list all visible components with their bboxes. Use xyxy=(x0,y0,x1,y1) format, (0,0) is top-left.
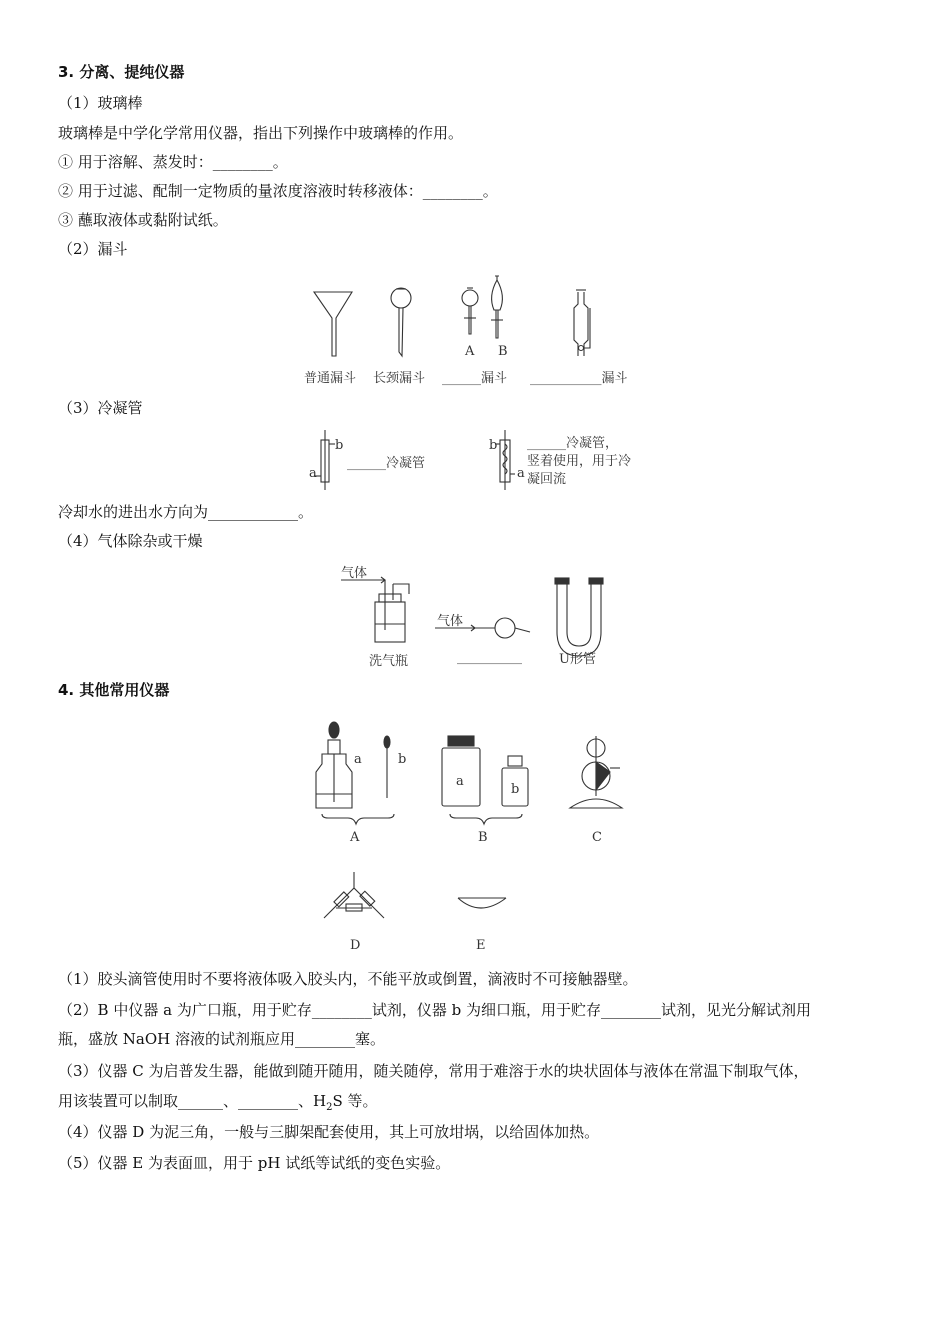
paragraph-1: （1）胶头滴管使用时不要将液体吸入胶头内，不能平放或倒置，滴液时不可接触器壁。 xyxy=(58,970,638,988)
straight-condenser-label: ______冷凝管 xyxy=(347,456,426,471)
wash-bottle-label: 洗气瓶 xyxy=(369,654,409,669)
wash-bottle-gas-label: 气体 xyxy=(341,566,368,581)
funnel-figure xyxy=(300,268,660,388)
section-3-title: 3. 分离、提纯仪器 xyxy=(58,63,185,81)
glass-rod-q3: ③ 蘸取液体或黏附试纸。 xyxy=(58,211,228,229)
figure-label-B: B xyxy=(478,830,488,845)
long-neck-funnel-drawing xyxy=(391,288,411,356)
funnel-label-a: A xyxy=(465,344,475,359)
u-tube-drawing xyxy=(555,578,603,656)
straight-condenser-b: b xyxy=(335,438,344,453)
reflux-condenser-label-3: 凝回流 xyxy=(527,472,567,487)
reflux-condenser-label-2: 竖着使用，用于冷 xyxy=(527,454,632,469)
other-instruments-figure xyxy=(300,712,640,958)
paragraph-5: （5）仪器 E 为表面皿，用于 pH 试纸等试纸的变色实验。 xyxy=(58,1154,451,1172)
glass-rod-q2: ② 用于过滤、配制一定物质的量浓度溶液时转移液体：________。 xyxy=(58,182,498,200)
drying-tube-gas-label: 气体 xyxy=(437,614,464,629)
narrow-mouth-bottle-label-b: b xyxy=(511,782,520,797)
u-tube-label: U形管 xyxy=(559,652,596,667)
section-4-title: 4. 其他常用仪器 xyxy=(58,681,170,699)
dropper-bottle-label-a: a xyxy=(354,752,362,767)
drying-tube-blank: __________ xyxy=(457,650,522,665)
glass-rod-q1: ① 用于溶解、蒸发时：________。 xyxy=(58,153,288,171)
funnel-heading: （2）漏斗 xyxy=(58,240,128,258)
reflux-condenser-label-1: ______冷凝管， xyxy=(527,436,619,451)
watch-glass-drawing xyxy=(458,898,506,908)
figure-label-D: D xyxy=(350,938,361,953)
straight-condenser-a: a xyxy=(309,466,317,481)
paragraph-2-line-2: 瓶，盛放 NaOH 溶液的试剂瓶应用________塞。 xyxy=(58,1030,385,1048)
reflux-condenser-b: b xyxy=(489,438,498,453)
gas-purify-heading: （4）气体除杂或干燥 xyxy=(58,532,203,550)
wide-mouth-bottle-label-a: a xyxy=(456,774,464,789)
clay-triangle-drawing xyxy=(324,872,384,918)
condenser-heading: （3）冷凝管 xyxy=(58,399,143,417)
gas-purify-figure xyxy=(335,560,635,670)
constant-pressure-funnel-label: ___________漏斗 xyxy=(530,371,628,386)
figure-label-C: C xyxy=(592,830,602,845)
gas-wash-bottle-drawing xyxy=(341,577,409,642)
long-neck-funnel-label: 长颈漏斗 xyxy=(373,371,426,386)
glass-rod-intro: 玻璃棒是中学化学常用仪器，指出下列操作中玻璃棒的作用。 xyxy=(58,124,464,142)
constant-pressure-funnel-drawing xyxy=(574,290,590,356)
funnel-label-b: B xyxy=(498,344,508,359)
paragraph-4: （4）仪器 D 为泥三角，一般与三脚架配套使用，其上可放坩埚，以给固体加热。 xyxy=(58,1123,600,1141)
ordinary-funnel-drawing xyxy=(314,292,352,356)
cooling-water-question: 冷却水的进出水方向为____________。 xyxy=(58,503,314,521)
dropper-bottle-drawing xyxy=(316,722,390,808)
paragraph-3-text-a: 用该装置可以制取______、________、H xyxy=(58,1092,327,1110)
glass-rod-heading: （1）玻璃棒 xyxy=(58,94,143,112)
reflux-condenser-a: a xyxy=(517,466,525,481)
paragraph-3-line-1: （3）仪器 C 为启普发生器，能做到随开随用，随关随停，常用于难溶于水的块状固体与液体在常温下制取气体， xyxy=(58,1062,809,1080)
separatory-funnel-label: ______漏斗 xyxy=(442,371,508,386)
straight-condenser-drawing xyxy=(315,430,335,490)
paragraph-3-text-b: S 等。 xyxy=(332,1092,378,1110)
ordinary-funnel-label: 普通漏斗 xyxy=(304,371,357,386)
reflux-condenser-drawing xyxy=(495,430,515,490)
dropper-label-b: b xyxy=(398,752,407,767)
reagent-bottles-drawing xyxy=(322,736,528,824)
paragraph-2-line-1: （2）B 中仪器 a 为广口瓶，用于贮存________试剂，仪器 b 为细口瓶，用于贮存________试剂，见光分解试剂用 xyxy=(58,1001,811,1019)
figure-label-A: A xyxy=(350,830,360,845)
paragraph-3-subscript: 2 xyxy=(326,1102,333,1113)
kipp-generator-drawing xyxy=(570,736,622,808)
condenser-figure xyxy=(305,428,665,496)
figure-label-E: E xyxy=(476,938,486,953)
separatory-funnel-drawing xyxy=(462,276,503,338)
